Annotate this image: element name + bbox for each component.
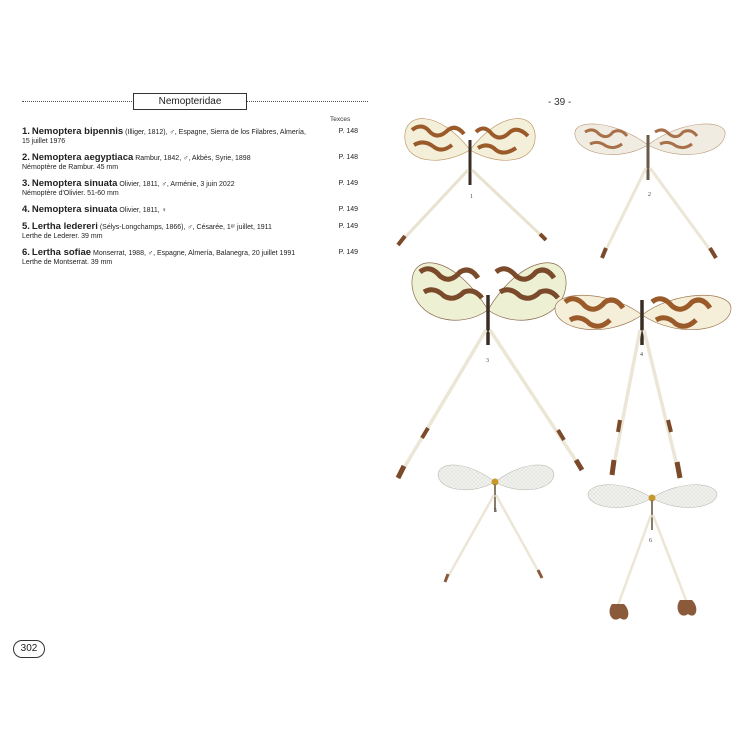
entry-subline: Lerthe de Montserrat. 39 mm <box>22 259 113 266</box>
species-name: Nemoptera aegyptiaca <box>31 152 134 163</box>
specimen-1-nemoptera-bipennis <box>398 119 546 245</box>
species-name: Lertha sofiae <box>31 247 92 258</box>
specimen-label-6: 6 <box>649 538 652 544</box>
texts-column-header: Texces <box>330 116 351 123</box>
entry-details: Rambur, 1842, ♂, Akbès, Syrie, 1898 <box>135 155 251 162</box>
entry-number: 2. <box>22 152 30 163</box>
entry-subline: 15 juillet 1976 <box>22 138 66 145</box>
species-name: Lertha ledereri <box>31 221 98 232</box>
page-reference: P. 149 <box>338 206 358 213</box>
entry-number: 3. <box>22 178 30 189</box>
specimen-label-3: 3 <box>486 358 489 364</box>
page-reference: P. 149 <box>338 249 358 256</box>
species-name: Nemoptera bipennis <box>31 126 124 137</box>
entry-details: (Sélys-Longchamps, 1866), ♂, Césarée, 1ᵉʳ juillet, 1911 <box>99 224 272 231</box>
entry-details: (Illiger, 1812), ♂, Espagne, Sierra de los Filabres, Almería, <box>125 129 306 136</box>
entry-details: Olivier, 1811, ♀ <box>119 207 167 214</box>
specimen-3-nemoptera-sinuata-male <box>398 263 582 478</box>
entry-number: 4. <box>22 204 30 215</box>
specimen-4-nemoptera-sinuata-female <box>555 295 731 478</box>
specimen-label-2: 2 <box>648 192 651 198</box>
specimen-label-5: 5 <box>494 508 497 514</box>
page-reference: P. 149 <box>338 180 358 187</box>
entry-number: 6. <box>22 247 30 258</box>
entry-number: 1. <box>22 126 30 137</box>
entry-number: 5. <box>22 221 30 232</box>
entry-subline: Lerthe de Lederer. 39 mm <box>22 233 103 240</box>
entry-subline: Némoptère de Rambur. 45 mm <box>22 164 119 171</box>
specimen-2-nemoptera-aegyptiaca <box>575 124 725 258</box>
entry-details: Monserrat, 1988, ♂, Espagne, Almería, Balanegra, 20 juillet 1991 <box>92 250 296 257</box>
page-reference: P. 148 <box>338 154 358 161</box>
specimen-6-lertha-sofiae <box>588 485 717 620</box>
entry-details: Olivier, 1811, ♂, Arménie, 3 juin 2022 <box>119 181 235 188</box>
specimen-5-lertha-ledereri <box>438 465 554 582</box>
specimen-label-4: 4 <box>640 352 643 358</box>
entry-subline: Némoptère d'Olivier. 51-60 mm <box>22 190 119 197</box>
species-name: Nemoptera sinuata <box>31 204 118 215</box>
species-name: Nemoptera sinuata <box>31 178 118 189</box>
page-number: 302 <box>13 640 45 658</box>
plate-number: - 39 - <box>548 97 572 108</box>
specimen-label-1: 1 <box>470 194 473 200</box>
section-title: Nemopteridae <box>133 93 247 110</box>
page-reference: P. 148 <box>338 128 358 135</box>
page-reference: P. 149 <box>338 223 358 230</box>
